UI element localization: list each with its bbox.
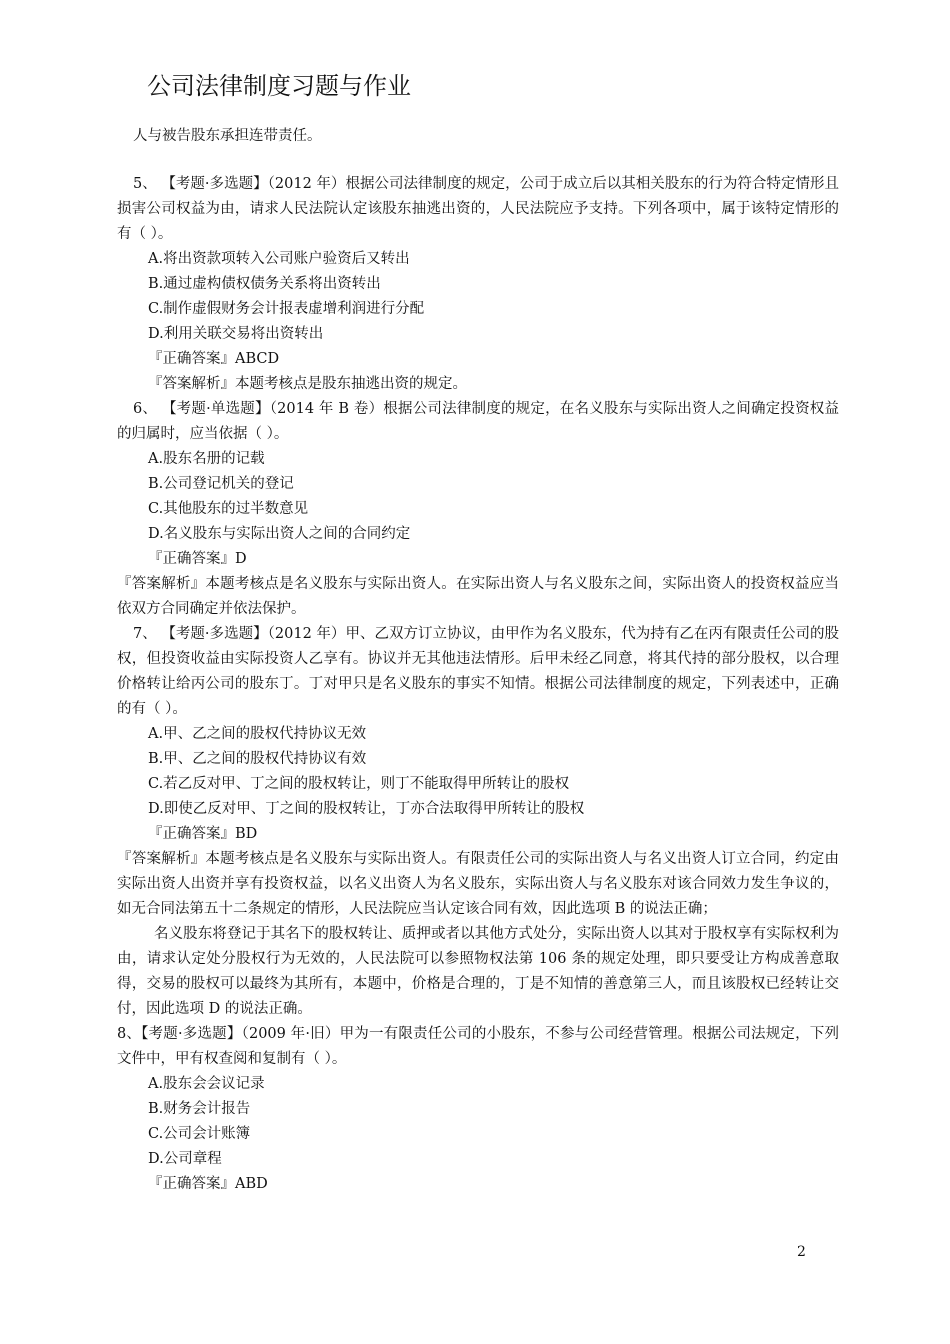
page-number: 2 [797, 1244, 806, 1260]
question-6-option-d: D.名义股东与实际出资人之间的合同约定 [148, 526, 411, 542]
question-8-option-b: B.财务会计报告 [148, 1101, 251, 1117]
question-7-option-b: B.甲、乙之间的股权代持协议有效 [148, 751, 367, 767]
question-6-option-c: C.其他股东的过半数意见 [148, 501, 309, 517]
question-5-option-d: D.利用关联交易将出资转出 [148, 326, 324, 342]
question-5-option-b: B.通过虚构债权债务关系将出资转出 [148, 276, 381, 292]
question-6-answer: 『正确答案』D [148, 551, 247, 567]
question-8-answer: 『正确答案』ABD [148, 1176, 268, 1192]
question-6-option-a: A.股东名册的记载 [148, 451, 265, 467]
question-5-option-a: A.将出资款项转入公司账户验资后又转出 [148, 251, 410, 267]
question-5-stem: 5、 【考题·多选题】（2012 年）根据公司法律制度的规定，公司于成立后以其相关股东的行为符合特定情形且损害公司权益为由，请求人民法院认定该股东抽逃出资的，人民法院应予支持。下列各项中，属于该特定情形的有（ ）。 [117, 176, 839, 242]
question-6-analysis: 『答案解析』本题考核点是名义股东与实际出资人。在实际出资人与名义股东之间，实际出资人的投资权益应当依双方合同确定并依法保护。 [117, 576, 839, 617]
question-8-stem: 8、【考题·多选题】（2009 年·旧）甲为一有限责任公司的小股东，不参与公司经营管理。根据公司法规定，下列文件中，甲有权查阅和复制有（ ）。 [117, 1026, 839, 1067]
intro-line: 人与被告股东承担连带责任。 [133, 128, 322, 144]
question-5-option-c: C.制作虚假财务会计报表虚增利润进行分配 [148, 301, 425, 317]
question-7-answer: 『正确答案』BD [148, 826, 258, 842]
question-6-option-b: B.公司登记机关的登记 [148, 476, 294, 492]
document-body [117, 124, 839, 1197]
page-title: 公司法律制度习题与作业 [147, 72, 411, 100]
question-7-option-d: D.即使乙反对甲、丁之间的股权转让，丁亦合法取得甲所转让的股权 [148, 801, 585, 817]
question-5-answer: 『正确答案』ABCD [148, 351, 280, 367]
question-7-analysis-cont: 名义股东将登记于其名下的股权转让、质押或者以其他方式处分，实际出资人以其对于股权享有实际权利为由，请求认定处分股权行为无效的，人民法院可以参照物权法第 106 条的规定处理，即只要受让方构成善意取得，交易的股权可以最终为其所有，本题中，价格是合理的，丁是不知情的善意第三人，而且该股权已经转让交付，因此选项 D 的说法正确。 [117, 926, 839, 1017]
question-7-analysis: 『答案解析』本题考核点是名义股东与实际出资人。有限责任公司的实际出资人与名义出资人订立合同，约定由实际出资人出资并享有投资权益，以名义出资人为名义股东，实际出资人与名义股东对该合同效力发生争议的，如无合同法第五十二条规定的情形，人民法院应当认定该合同有效，因此选项 B 的说法正确； [117, 851, 839, 917]
question-8-option-a: A.股东会会议记录 [148, 1076, 265, 1092]
question-8-option-c: C.公司会计账簿 [148, 1126, 251, 1142]
question-7-option-c: C.若乙反对甲、丁之间的股权转让，则丁不能取得甲所转让的股权 [148, 776, 570, 792]
question-6-stem: 6、 【考题·单选题】（2014 年 B 卷）根据公司法律制度的规定，在名义股东与实际出资人之间确定投资权益的归属时，应当依据（ ）。 [117, 401, 839, 442]
question-5-analysis: 『答案解析』本题考核点是股东抽逃出资的规定。 [148, 376, 467, 392]
question-7-option-a: A.甲、乙之间的股权代持协议无效 [148, 726, 367, 742]
question-7-stem: 7、 【考题·多选题】（2012 年）甲、乙双方订立协议，由甲作为名义股东，代为持有乙在丙有限责任公司的股权，但投资收益由实际投资人乙享有。协议并无其他违法情形。后甲未经乙同意，将其代持的部分股权，以合理价格转让给丙公司的股东丁。丁对甲只是名义股东的事实不知情。根据公司法律制度的规定，下列表述中，正确的有（ ）。 [117, 626, 839, 717]
question-8-option-d: D.公司章程 [148, 1151, 222, 1167]
